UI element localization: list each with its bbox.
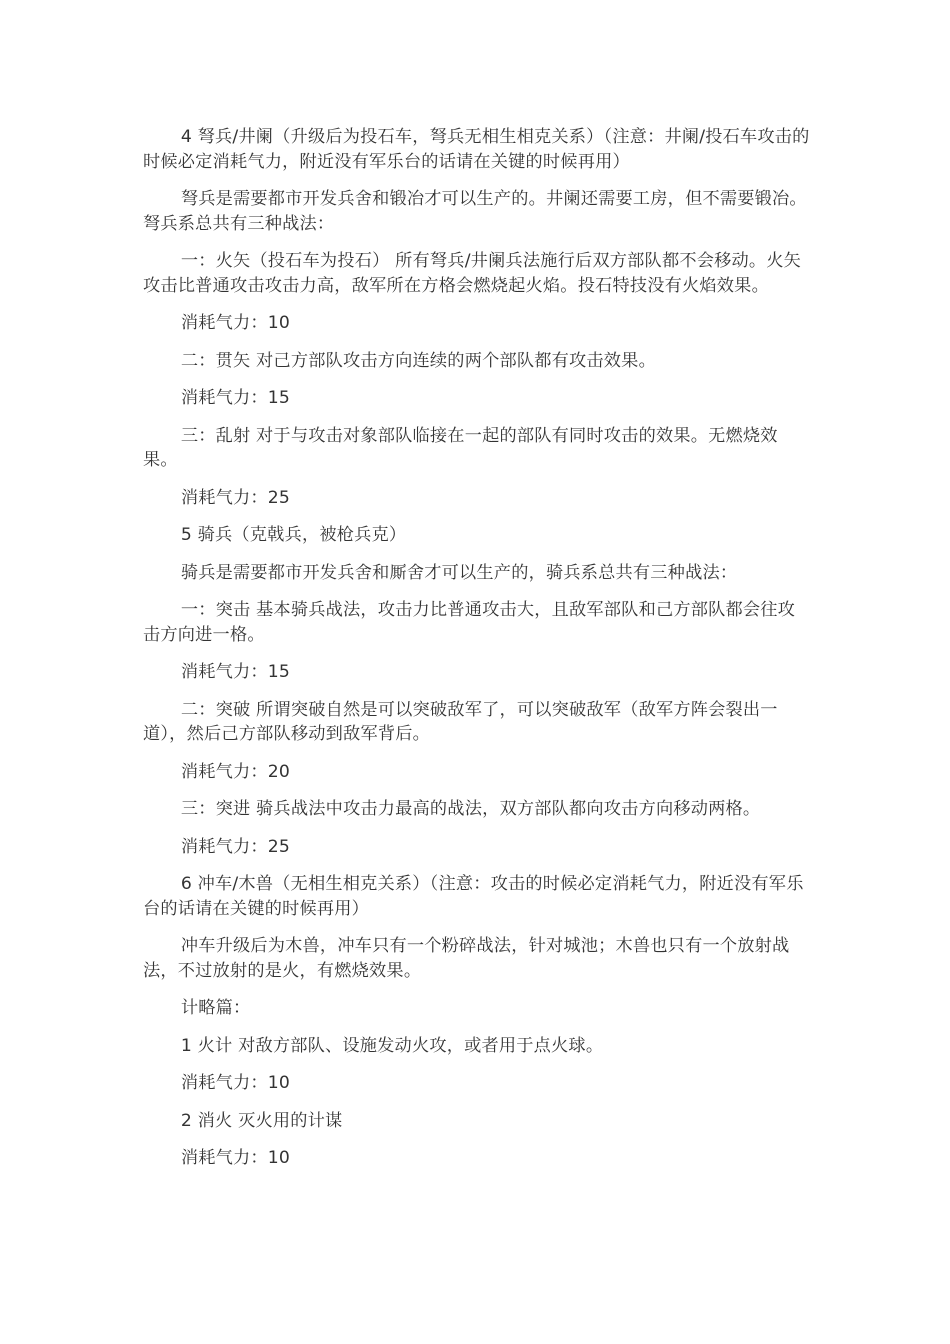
paragraph-cost: 消耗气力：25	[180, 487, 291, 508]
paragraph-cost: 消耗气力：10	[180, 313, 291, 333]
paragraph-cost: 消耗气力：20	[180, 761, 291, 782]
paragraph-siege-heading: 6 冲车/木兽（无相生相克关系）（注意：攻击的时候必定消耗气力，附近没有军乐台的话请在关键的时候再用）	[143, 874, 804, 919]
paragraph-strategy-extinguish: 2 消火 灭火用的计谋	[180, 1110, 343, 1131]
paragraph-cost: 消耗气力：15	[180, 388, 291, 408]
paragraph-cost: 消耗气力：15	[180, 662, 291, 682]
paragraph-strategy-fire: 1 火计 对敌方部队、设施发动火攻，或者用于点火球。	[180, 1035, 604, 1056]
paragraph-cavalry-intro: 骑兵是需要都市开发兵舍和厮舍才可以生产的，骑兵系总共有三种战法：	[180, 562, 738, 583]
paragraph-crossbow-intro: 弩兵是需要都市开发兵舍和锻冶才可以生产的。井阑还需要工房，但不需要锻冶。弩兵系总共有三种战法：	[143, 189, 807, 234]
paragraph-cost: 消耗气力：10	[180, 1148, 291, 1168]
paragraph-cavalry-heading: 5 骑兵（克戟兵，被枪兵克）	[180, 525, 407, 545]
paragraph-cost: 消耗气力：25	[180, 836, 291, 857]
paragraph-siege-intro: 冲车升级后为木兽，冲车只有一个粉碎战法，针对城池；木兽也只有一个放射战法，不过放射的是火，有燃烧效果。	[143, 936, 790, 981]
document-body	[143, 125, 811, 1184]
paragraph-cavalry-tactic-1: 一：突击 基本骑兵战法，攻击力比普通攻击大，且敌军部队和己方部队都会往攻击方向进一格。	[143, 600, 796, 645]
paragraph-cavalry-tactic-2: 二：突破 所谓突破自然是可以突破敌军了，可以突破敌军（敌军方阵会裂出一道），然后己方部队移动到敌军背后。	[143, 699, 778, 744]
paragraph-crossbow-tactic-1: 一：火矢（投石车为投石） 所有弩兵/井阑兵法施行后双方部队都不会移动。火矢攻击比普通攻击攻击力高，敌军所在方格会燃烧起火焰。投石特技没有火焰效果。	[143, 251, 802, 296]
paragraph-cost: 消耗气力：10	[180, 1073, 291, 1093]
paragraph-cavalry-tactic-3: 三：突进 骑兵战法中攻击力最高的战法，双方部队都向攻击方向移动两格。	[180, 799, 761, 819]
paragraph-strategy-heading: 计略篇：	[180, 998, 251, 1018]
paragraph-crossbow-heading: 4 弩兵/井阑（升级后为投石车，弩兵无相生相克关系）（注意：井阑/投石车攻击的时候必定消耗气力，附近没有军乐台的话请在关键的时候再用）	[143, 127, 810, 172]
paragraph-crossbow-tactic-2: 二：贯矢 对己方部队攻击方向连续的两个部队都有攻击效果。	[180, 350, 656, 371]
paragraph-crossbow-tactic-3: 三：乱射 对于与攻击对象部队临接在一起的部队有同时攻击的效果。无燃烧效果。	[143, 425, 778, 470]
